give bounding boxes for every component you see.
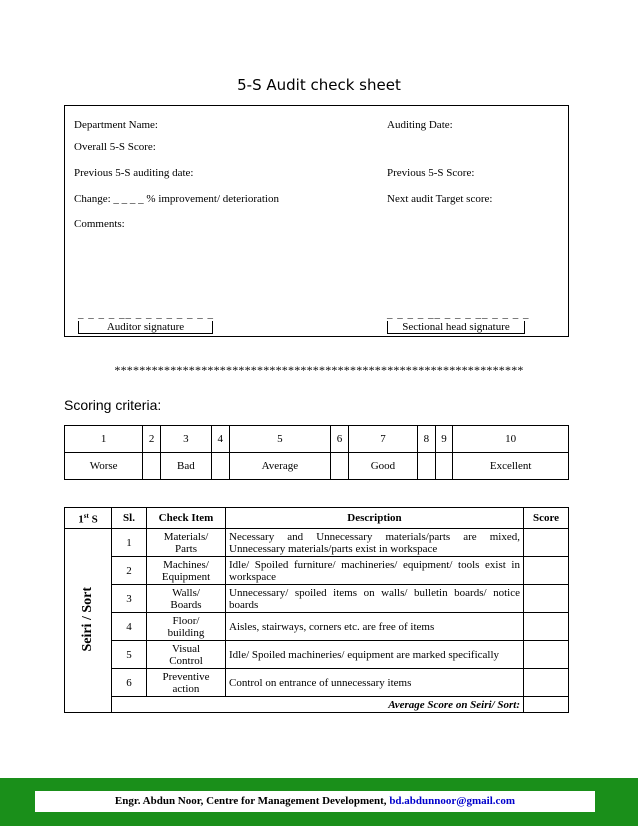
footer-text: Engr. Abdun Noor, Centre for Management Development, — [114, 795, 390, 807]
row-sl: 5 — [112, 641, 147, 669]
score-cell: 10 — [453, 426, 569, 453]
col-description-header: Description — [226, 508, 524, 529]
row-sl: 2 — [112, 557, 147, 585]
average-score-cell[interactable] — [524, 697, 569, 713]
score-label-cell: Excellent — [453, 453, 569, 480]
auditor-signature-line: _ _ _ _ __ _ _ _ _ _ _ _ _ — [78, 308, 214, 320]
row-score[interactable] — [524, 613, 569, 641]
seiri-group-cell — [65, 529, 112, 713]
row-sl: 6 — [112, 669, 147, 697]
table-row — [65, 613, 569, 641]
row-item: Materials/ Parts — [147, 529, 226, 557]
row-description: Unnecessary/ spoiled items on walls/ bulletin boards/ notice boards — [226, 585, 524, 613]
checklist-header-row — [65, 508, 569, 529]
previous-date-field: Previous 5-S auditing date: — [74, 167, 194, 179]
score-label-cell — [211, 453, 229, 480]
table-row — [65, 585, 569, 613]
row-description: Idle/ Spoiled furniture/ machineries/ equipment/ tools exist in workspace — [226, 557, 524, 585]
score-cell: 6 — [331, 426, 349, 453]
change-field: Change: _ _ _ _ % improvement/ deterioration — [74, 193, 279, 205]
score-label-cell: Bad — [160, 453, 211, 480]
row-item: Machines/ Equipment — [147, 557, 226, 585]
auditing-date-field: Auditing Date: — [387, 119, 453, 131]
next-target-field: Next audit Target score: — [387, 193, 493, 205]
score-cell: 2 — [143, 426, 161, 453]
scoring-table — [64, 425, 569, 480]
score-cell: 1 — [65, 426, 143, 453]
score-label-cell — [418, 453, 436, 480]
row-score[interactable] — [524, 557, 569, 585]
seiri-sort-label: Seiri / Sort — [80, 586, 95, 652]
auditor-signature-label: Auditor signature — [78, 321, 213, 334]
row-score[interactable] — [524, 585, 569, 613]
comments-field: Comments: — [74, 218, 125, 230]
previous-score-field: Previous 5-S Score: — [387, 167, 475, 179]
score-cell: 8 — [418, 426, 436, 453]
score-label-cell — [331, 453, 349, 480]
col-item-header: Check Item — [147, 508, 226, 529]
audit-header-box — [64, 105, 569, 337]
score-label-cell: Average — [229, 453, 331, 480]
score-cell: 7 — [348, 426, 417, 453]
average-row — [65, 697, 569, 713]
separator-stars: ****************************************************************** — [114, 363, 524, 377]
score-label-row — [65, 453, 569, 480]
overall-score-field: Overall 5-S Score: — [74, 141, 156, 153]
col-first-s-header: 1st S — [65, 508, 112, 529]
score-label-cell — [143, 453, 161, 480]
row-item: Floor/ building — [147, 613, 226, 641]
row-description: Control on entrance of unnecessary items — [226, 669, 524, 697]
score-label-cell — [435, 453, 453, 480]
row-sl: 3 — [112, 585, 147, 613]
row-sl: 4 — [112, 613, 147, 641]
checklist-table — [64, 507, 569, 713]
score-cell: 4 — [211, 426, 229, 453]
table-row — [65, 529, 569, 557]
department-name-field: Department Name: — [74, 119, 158, 131]
score-label-cell: Good — [348, 453, 417, 480]
score-cell: 5 — [229, 426, 331, 453]
row-sl: 1 — [112, 529, 147, 557]
row-description: Necessary and Unnecessary materials/parts are mixed, Unnecessary materials/parts exist in workspace — [226, 529, 524, 557]
footer-bar — [0, 778, 638, 826]
row-description: Idle/ Spoiled machineries/ equipment are marked specifically — [226, 641, 524, 669]
row-item: Walls/ Boards — [147, 585, 226, 613]
score-label-cell: Worse — [65, 453, 143, 480]
table-row — [65, 669, 569, 697]
row-score[interactable] — [524, 641, 569, 669]
score-cell: 9 — [435, 426, 453, 453]
document-title: 5-S Audit check sheet — [237, 76, 401, 94]
row-item: Visual Control — [147, 641, 226, 669]
col-sl-header: Sl. — [112, 508, 147, 529]
col-score-header: Score — [524, 508, 569, 529]
sectional-signature-label: Sectional head signature — [387, 321, 525, 334]
row-item: Preventive action — [147, 669, 226, 697]
score-number-row — [65, 426, 569, 453]
footer-email-link[interactable]: bd.abdunnoor@gmail.com — [389, 795, 516, 807]
row-description: Aisles, stairways, corners etc. are free of items — [226, 613, 524, 641]
row-score[interactable] — [524, 669, 569, 697]
table-row — [65, 557, 569, 585]
score-cell: 3 — [160, 426, 211, 453]
average-score-label: Average Score on Seiri/ Sort: — [112, 697, 524, 713]
row-score[interactable] — [524, 529, 569, 557]
scoring-criteria-label: Scoring criteria: — [64, 397, 162, 413]
footer-credit — [35, 791, 595, 812]
sectional-signature-line: _ _ _ _ __ _ _ _ __ _ _ _ _ — [387, 308, 530, 320]
table-row — [65, 641, 569, 669]
